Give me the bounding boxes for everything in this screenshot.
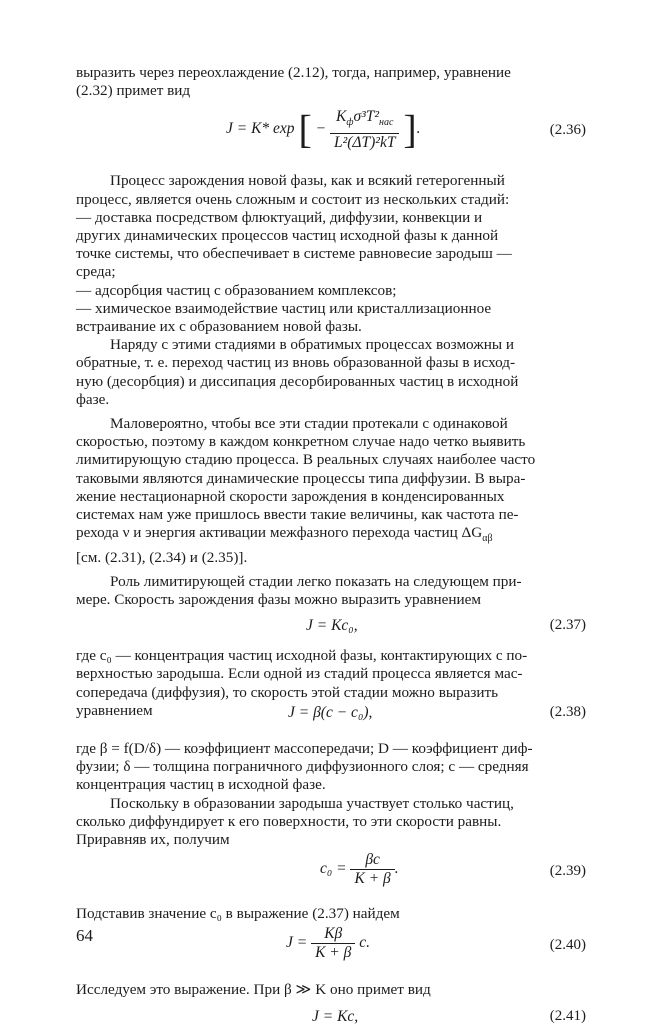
fraction-denominator: K + β <box>354 870 391 888</box>
equation-number: (2.38) <box>549 703 586 720</box>
text-line: (2.32) примет вид <box>76 82 191 100</box>
equation-number: (2.40) <box>549 937 586 954</box>
eq-expr: J = Kc₀, <box>306 617 358 635</box>
paragraph-4: Маловероятно, чтобы все эти стадии протекали с одинаковой скоростью, поэтому в каждом конкретном случае надо четко выявить лимитирующую стадию процесса. В реальных случаях наиболее часто таковыми являются динамические процессы типа диффузии. В выра- жение нестационарной скорости зарождения в конденсированных системах нам уже пришлось ввести такие величины, как частота пе- рехода ν и энергия активации межфазного перехода частиц $\Delta G_{\alpha\beta}$ [см. (2.31), (2.34) и (2.35)]. <box>76 415 536 566</box>
bracket-right: ] <box>403 106 417 152</box>
eq-lhs: J = K* exp <box>226 120 295 138</box>
equation-number: (2.39) <box>549 863 586 880</box>
equation-2-36: J = K* exp [ − $\frac{K_ф\sigma^3T^2_{нас}}{\text{L²(ΔT)²kT}}$ ]. (2.36) <box>226 106 586 152</box>
fraction <box>350 851 394 888</box>
fraction <box>330 108 399 151</box>
paragraph-6: где c₀ — концентрация частиц исходной фазы, контактирующих с по- верхностью зародыша. Если одной из стадий процесса является мас- сопередача (диффузия), то скорость этой стадии можно выразить уравнением <box>76 647 528 719</box>
eq-expr: J = β(c − c₀), <box>288 703 373 721</box>
minus-sign: − <box>315 120 327 138</box>
fraction-numerator: Kβ <box>311 925 355 944</box>
equation-2-40: J = $\frac{K\beta}{K + \beta}$ c. (2.40) <box>286 925 586 962</box>
fraction-denominator: L²(ΔT)²kT <box>333 133 396 151</box>
equation-2-41 <box>76 1000 586 1030</box>
paragraph-3: Наряду с этими стадиями в обратимых процессах возможны и обратные, т. е. переход частиц из вновь образованной фазы в исход- ную (десорбция) и диссипация десорбированных частиц в исходной фазе. <box>76 336 519 408</box>
fraction <box>311 925 355 962</box>
paragraph-9: Подставив значение c₀ в выражение (2.37) найдем <box>76 905 400 923</box>
text-line: выразить через переохлаждение (2.12), тогда, например, уравнение <box>76 64 511 81</box>
paragraph-10: Исследуем это выражение. При β ≫ K оно примет вид <box>76 981 431 999</box>
equation-2-37 <box>76 609 586 643</box>
paragraph-7: где β = f(D/δ) — коэффициент массопередачи; D — коэффициент диф- фузии; δ — толщина пограничного диффузионного слоя; c — средняя концентрация частиц в исходной фазе. <box>76 739 533 794</box>
equation-2-38 <box>76 704 586 730</box>
fraction-denominator: K + β <box>315 944 352 962</box>
equation-number: (2.36) <box>549 122 586 139</box>
equation-2-39: c₀ = $\frac{\beta c}{K + \beta}$ . (2.39) <box>320 851 586 888</box>
eq-expr: J = Kc, <box>312 1007 359 1025</box>
page-number: 64 <box>76 926 93 945</box>
equation-number: (2.41) <box>549 1007 586 1024</box>
paragraph-1 <box>76 64 586 100</box>
paragraph-5: Роль лимитирующей стадии легко показать на следующем при- мере. Скорость зарождения фазы можно выразить уравнением <box>76 572 522 608</box>
paragraph-2: Процесс зарождения новой фазы, как и всякий гетерогенный процесс, является очень сложным и состоит из нескольких стадий: — доставка посредством флюктуаций, диффузии, конвекции и других динамических процессов частиц исходной фазы к данной точке системы, что обеспечивает в системе равновесие зародыш — среда; — адсорбция частиц с образованием комплексов; — химическое взаимодействие частиц или кристаллизационное встраивание их с образованием новой фазы. <box>76 172 512 336</box>
bracket-left: [ <box>298 106 312 152</box>
fraction-numerator: βc <box>350 851 394 870</box>
page-body <box>76 64 586 1030</box>
subscript: αβ <box>482 533 493 545</box>
paragraph-8: Поскольку в образовании зародыша участвует столько частиц, сколько диффундирует к его поверхности, то эти скорости равны. Приравняв их, получим <box>76 794 514 848</box>
equation-number: (2.37) <box>549 617 586 634</box>
fraction-numerator: $K_ф\sigma^3T^2_{нас}$ <box>330 108 399 133</box>
